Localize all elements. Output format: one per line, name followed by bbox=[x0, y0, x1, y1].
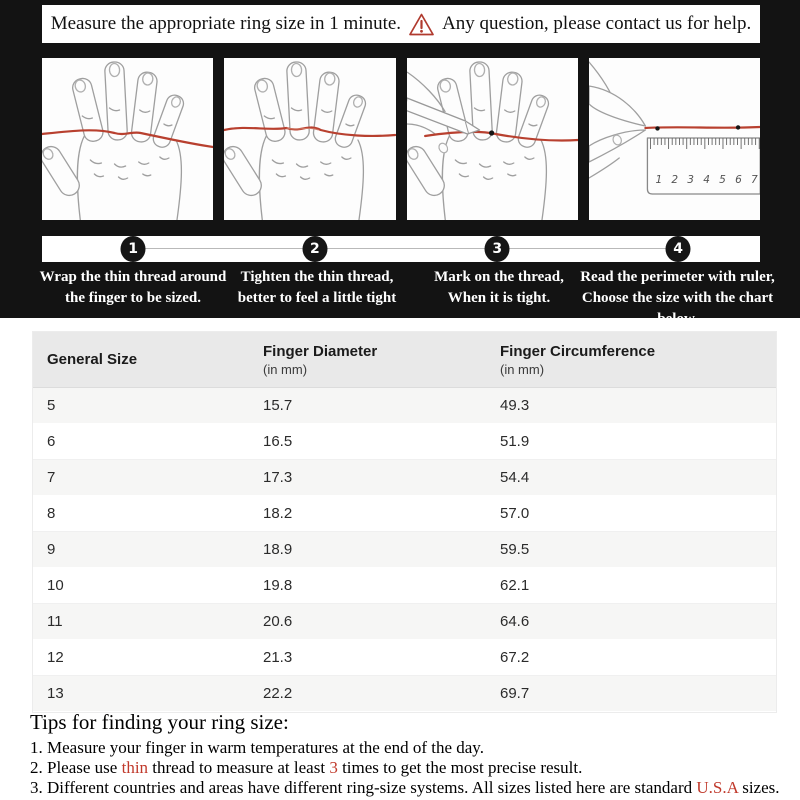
table-cell: 16.5 bbox=[263, 433, 293, 450]
table-cell: 21.3 bbox=[263, 649, 293, 666]
table-cell: 11 bbox=[47, 613, 63, 630]
table-cell: 59.5 bbox=[500, 541, 530, 558]
tip-3: 3. Different countries and areas have different ring-size systems. All sizes listed here are standard U.S.A sizes. bbox=[30, 778, 780, 797]
tips-section bbox=[30, 709, 790, 798]
table-row bbox=[33, 496, 776, 532]
table-cell: 8 bbox=[47, 505, 56, 522]
step-progress-bar bbox=[42, 236, 760, 262]
table-row bbox=[33, 388, 776, 424]
size-table bbox=[32, 331, 777, 713]
table-cell: 5 bbox=[47, 397, 56, 414]
tip-2: 2. Please use thin thread to measure at least 3 times to get the most precise result. bbox=[30, 758, 583, 777]
svg-text:2: 2 bbox=[671, 174, 678, 186]
hand-tighten-thread-icon bbox=[224, 58, 395, 220]
table-cell: 67.2 bbox=[500, 649, 530, 666]
table-cell: 22.2 bbox=[263, 685, 293, 702]
highlight-3: 3 bbox=[329, 758, 338, 777]
thread-mark-dot bbox=[655, 126, 659, 130]
table-row bbox=[33, 604, 776, 640]
table-cell: 6 bbox=[47, 433, 56, 450]
header-finger-circumference: Finger Circumference (in mm) bbox=[500, 342, 656, 377]
table-cell: 20.6 bbox=[263, 613, 293, 630]
svg-text:7: 7 bbox=[750, 174, 758, 186]
table-row bbox=[33, 676, 776, 712]
table-cell: 64.6 bbox=[500, 613, 530, 630]
table-cell: 54.4 bbox=[500, 469, 530, 486]
hand-mark-thread-icon bbox=[407, 58, 578, 220]
banner bbox=[42, 5, 760, 43]
warning-triangle-icon bbox=[408, 12, 435, 37]
svg-text:1: 1 bbox=[655, 174, 662, 186]
table-row bbox=[33, 532, 776, 568]
table-cell: 10 bbox=[47, 577, 64, 594]
banner-text-before: Measure the appropriate ring size in 1 minute. bbox=[50, 13, 402, 34]
table-cell: 18.2 bbox=[263, 505, 293, 522]
table-cell: 9 bbox=[47, 541, 56, 558]
svg-text:3: 3 bbox=[687, 174, 694, 186]
banner-text-after: Any question, please contact us for help. bbox=[442, 13, 752, 34]
step-number-badge-1: 1 bbox=[121, 236, 146, 262]
table-row bbox=[33, 424, 776, 460]
step-connector-line bbox=[133, 248, 678, 249]
highlight-thin: thin bbox=[121, 758, 149, 777]
step-number-badge-2: 2 bbox=[302, 236, 327, 262]
step-description-3: Mark on the thread, When it is tight. bbox=[434, 269, 564, 306]
table-cell: 62.1 bbox=[500, 577, 530, 594]
table-cell: 69.7 bbox=[500, 685, 530, 702]
illustration-step-1 bbox=[42, 58, 213, 220]
table-cell: 13 bbox=[47, 685, 64, 702]
size-table-header bbox=[33, 332, 776, 388]
step-number-badge-4: 4 bbox=[666, 236, 691, 262]
header-general-size: General Size bbox=[47, 351, 138, 368]
table-cell: 15.7 bbox=[263, 397, 293, 414]
table-row bbox=[33, 460, 776, 496]
instruction-black-section bbox=[0, 0, 800, 327]
ruler-measure-icon bbox=[589, 58, 760, 220]
step-description-2: Tighten the thin thread, better to feel a little tight bbox=[237, 269, 397, 306]
size-table-body bbox=[33, 388, 776, 712]
table-row bbox=[33, 640, 776, 676]
header-finger-diameter: Finger Diameter (in mm) bbox=[263, 342, 378, 377]
table-cell: 19.8 bbox=[263, 577, 293, 594]
step-description-1: Wrap the thin thread around the finger to be sized. bbox=[39, 269, 227, 306]
table-cell: 18.9 bbox=[263, 541, 293, 558]
table-cell: 12 bbox=[47, 649, 64, 666]
svg-text:5: 5 bbox=[718, 174, 726, 186]
thread-mark-dot bbox=[736, 125, 740, 129]
illustration-step-3 bbox=[407, 58, 578, 220]
step-number-badge-3: 3 bbox=[485, 236, 510, 262]
thread-mark-dot bbox=[488, 130, 493, 135]
illustration-panels bbox=[42, 58, 760, 220]
illustration-step-2 bbox=[224, 58, 395, 220]
thread-line bbox=[42, 130, 213, 147]
hand-with-thread-icon bbox=[42, 58, 213, 220]
table-cell: 17.3 bbox=[263, 469, 293, 486]
table-cell: 51.9 bbox=[500, 433, 530, 450]
svg-text:6: 6 bbox=[734, 174, 742, 186]
table-row bbox=[33, 568, 776, 604]
illustration-step-4 bbox=[589, 58, 760, 220]
highlight-usa: U.S.A bbox=[696, 778, 738, 797]
tip-1: 1. Measure your finger in warm temperatures at the end of the day. bbox=[30, 738, 484, 757]
step-description-4: Read the perimeter with ruler, Choose the size with the chart below. bbox=[580, 269, 775, 327]
table-cell: 7 bbox=[47, 469, 56, 486]
table-cell: 57.0 bbox=[500, 505, 530, 522]
tips-heading: Tips for finding your ring size: bbox=[30, 710, 289, 734]
table-cell: 49.3 bbox=[500, 397, 530, 414]
svg-text:4: 4 bbox=[702, 174, 710, 186]
thread-line bbox=[645, 127, 760, 128]
